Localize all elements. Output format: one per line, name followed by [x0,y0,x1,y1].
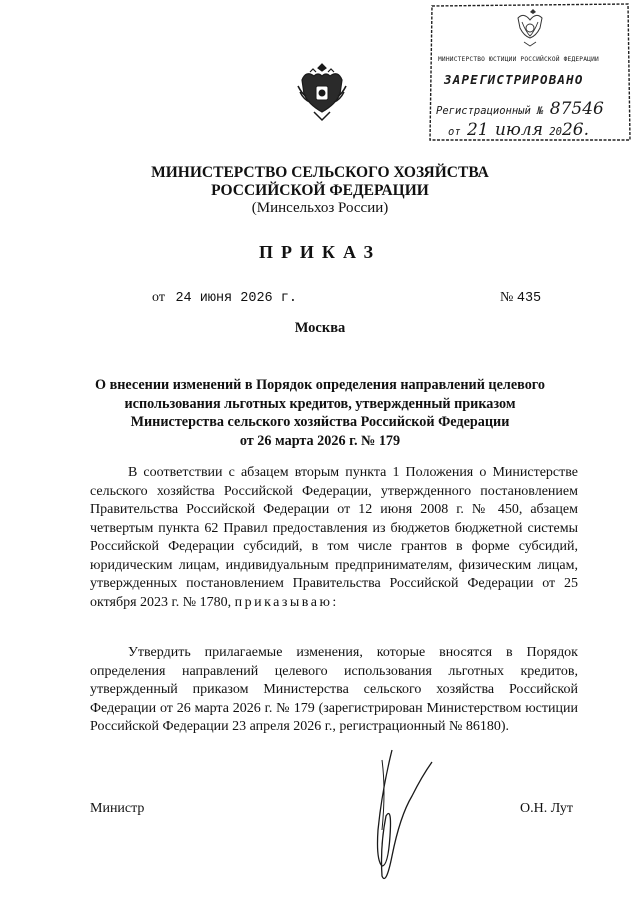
stamp-registration-line [436,99,604,119]
stamp-from-year-prefix: 20 [549,126,562,138]
stamp-reg-number: 87546 [549,99,604,119]
body-paragraph-1 [90,464,578,612]
stamp-reg-label: Регистрационный № [436,105,544,117]
stamp-date-line [448,120,589,140]
subject-line: использования льготных кредитов, утвержденный приказом [124,395,516,412]
stamp-ministry-line: МИНИСТЕРСТВО ЮСТИЦИИ РОССИЙСКОЙ ФЕДЕРАЦИИ [438,56,599,63]
signatory-position: Министр [90,801,145,816]
order-keyword: приказываю: [234,594,339,610]
handwritten-signature [352,740,452,890]
body-paragraph-2: Утвердить прилагаемые изменения, которые вносятся в Порядок определения направлений целевого использования льготных кредитов, утвержденный приказом Министерства сельского хозяйства Российской Федерации от 26 марта 2026 г. № 179 (зарегистрирован Министерством юстиции Российской Федерации 23 апреля 2026 г., регистрационный № 86180). [90,645,578,734]
subject-line: от 26 марта 2026 г. № 179 [239,432,401,449]
document-type-title: ПРИКАЗ [258,242,382,262]
order-number-prefix: № [500,290,514,305]
order-subject [60,376,580,450]
city: Москва [294,320,346,336]
ministry-name-line2: РОССИЙСКОЙ ФЕДЕРАЦИИ [211,182,429,199]
ministry-short-name: (Минсельхоз России) [251,200,389,216]
stamp-title: ЗАРЕГИСТРИРОВАНО [444,72,584,87]
order-number [500,290,541,306]
order-date-prefix: от [152,290,165,305]
ministry-name-line1: МИНИСТЕРСТВО СЕЛЬСКОГО ХОЗЯЙСТВА [151,164,489,181]
order-number-value: 435 [516,291,542,306]
stamp-from-day: 21 [466,120,489,140]
subject-line: Министерства сельского хозяйства Российской Федерации [130,414,510,431]
stamp-from-month: июля [494,120,543,140]
subject-line: О внесении изменений в Порядок определения направлений целевого [95,377,545,393]
stamp-emblem-icon [518,9,542,46]
signatory-name: О.Н. Лут [520,801,573,816]
order-date-value: 24 июня 2026 г. [175,291,297,306]
registration-stamp [428,2,632,142]
stamp-from-year-suffix: 26. [561,120,589,140]
paragraph-text: В соответствии с абзацем вторым пункта 1 Положения о Министерстве сельского хозяйства Российской Федерации, утвержденного постановлением Правительства Российской Федерации от 12 июня 2008 г. № 450, абзацем четвертым пункта 62 Правил предоставления из бюджетов бюджетной системы Российской Федерации субсидий, в том числе грантов в форме субсидий, юридическим лицам, индивидуальным предпринимателям, физическим лицам, утвержденных постановлением Правительства Российской Федерации от 25 октября 2023 г. № 1780, [90,465,578,610]
stamp-from-label: от [448,126,461,138]
double-headed-eagle-emblem-icon [296,62,348,124]
order-date [152,290,297,306]
